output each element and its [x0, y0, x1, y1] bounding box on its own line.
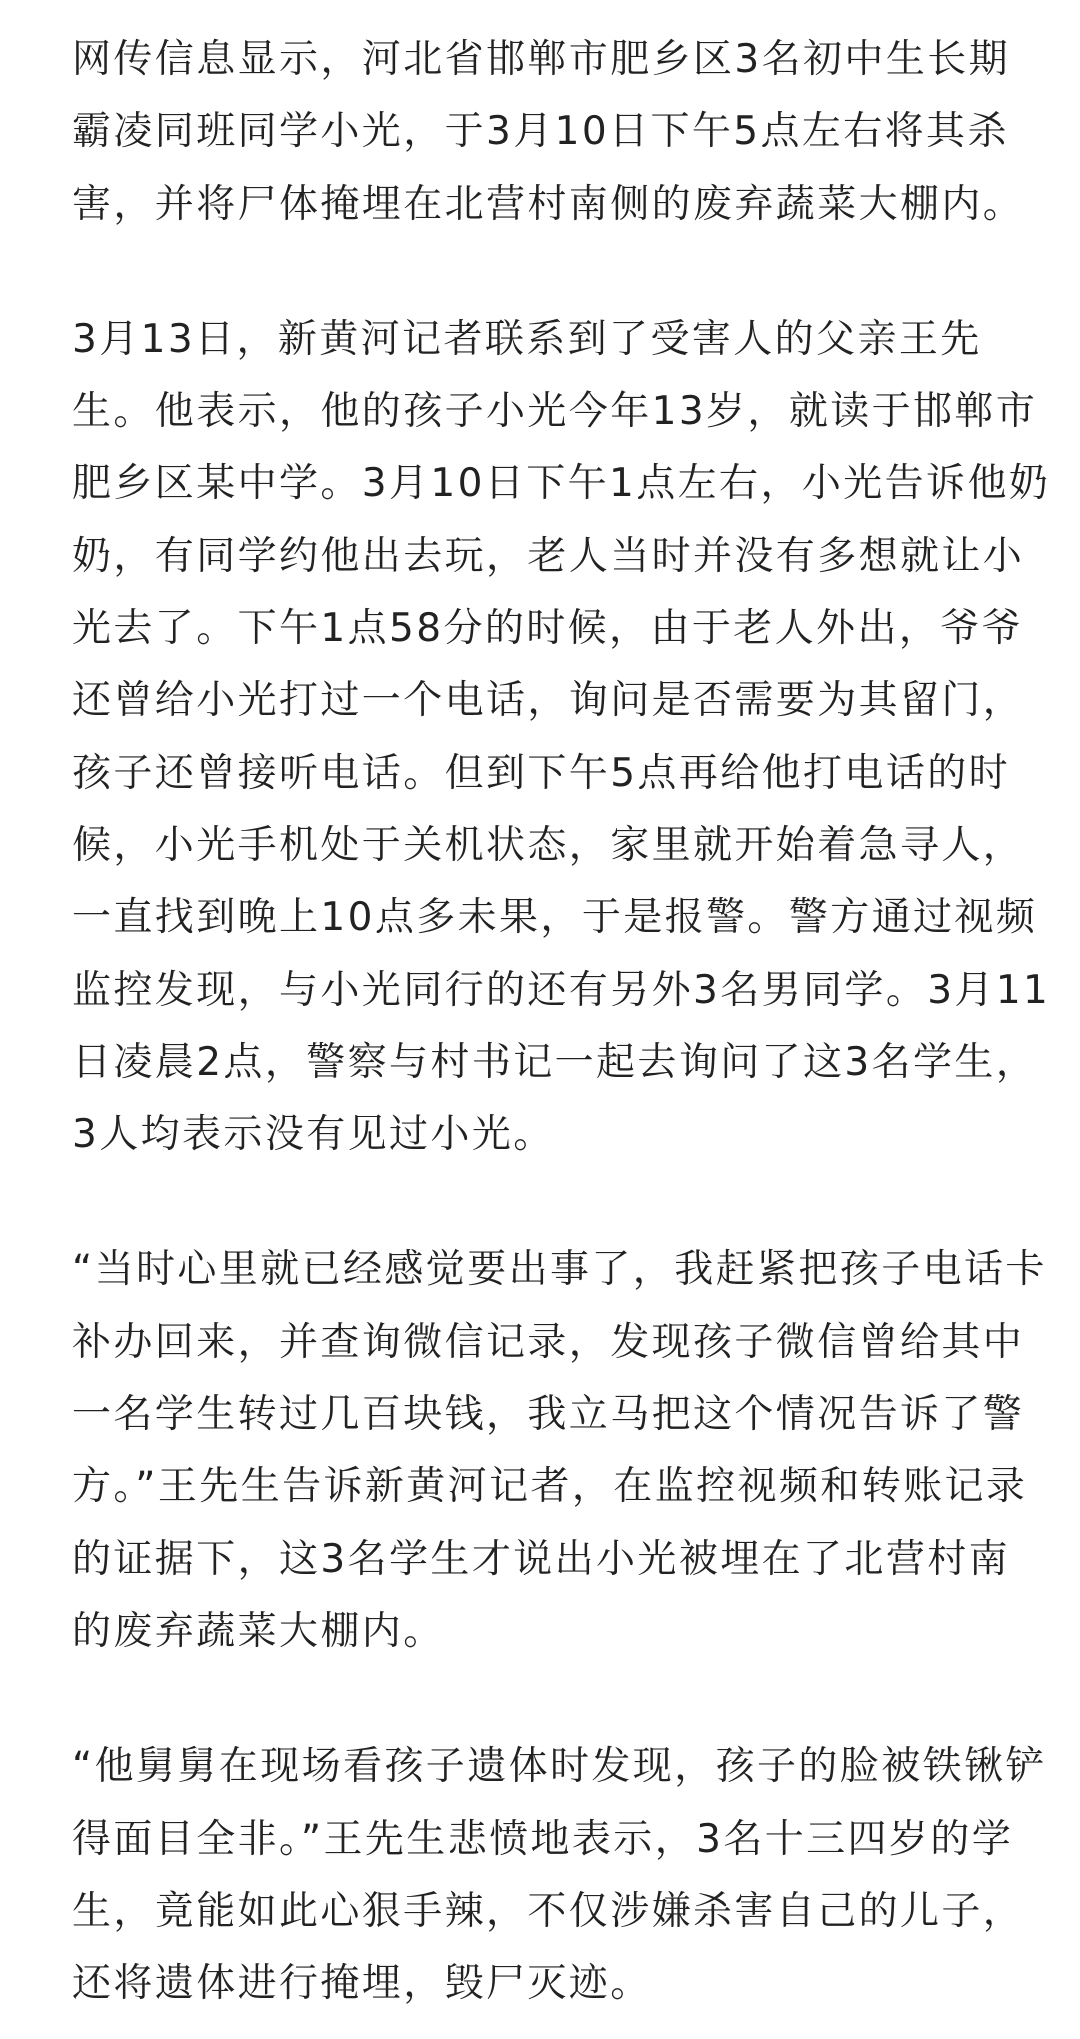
text-line: 网传信息显示，河北省邯郸市肥乡区3名初中生长期: [72, 37, 1011, 82]
text-line: 害，并将尸体掩埋在北营村南侧的废弃蔬菜大棚内。: [72, 181, 1025, 227]
text-line: 奶，有同学约他出去玩，老人当时并没有多想就让小: [72, 533, 1025, 579]
text-line: 还曾给小光打过一个电话，询问是否需要为其留门，: [72, 678, 1025, 724]
text-line: 的证据下，这3名学生才说出小光被埋在了北营村南: [72, 1536, 1011, 1582]
text-line: “当时心里就已经感觉要出事了，我赶紧把孩子电话卡: [72, 1247, 1047, 1293]
text-line: 生，竟能如此心狠手辣，不仅涉嫌杀害自己的儿子，: [72, 1888, 1025, 1934]
paragraph: [72, 304, 1080, 1172]
text-line: 光去了。下午1点58分的时候，由于老人外出，爷爷: [72, 606, 1024, 652]
text-line: 得面目全非。”王先生悲愤地表示，3名十三四岁的学: [72, 1816, 1014, 1862]
text-line: 一直找到晚上10点多未果，于是报警。警方通过视频: [72, 895, 1038, 941]
text-line: 3人均表示没有见过小光。: [72, 1112, 555, 1158]
paragraph: [72, 1234, 1080, 1668]
paragraph: [72, 24, 1080, 241]
text-line: 孩子还曾接听电话。但到下午5点再给他打电话的时: [72, 750, 1011, 796]
text-line: 日凌晨2点，警察与村书记一起去询问了这3名学生，: [72, 1039, 1038, 1085]
paragraph: [72, 1731, 1080, 2020]
text-line: 候，小光手机处于关机状态，家里就开始着急寻人，: [72, 822, 1025, 868]
text-line: 补办回来，并查询微信记录，发现孩子微信曾给其中: [72, 1319, 1025, 1365]
text-line: 监控发现，与小光同行的还有另外3名男同学。3月11: [72, 967, 1051, 1013]
text-line: 生。他表示，他的孩子小光今年13岁，就读于邯郸市: [72, 389, 1038, 435]
text-line: 方。”王先生告诉新黄河记者，在监控视频和转账记录: [72, 1464, 1028, 1510]
text-line: “他舅舅在现场看孩子遗体时发现，孩子的脸被铁锹铲: [72, 1744, 1047, 1790]
text-line: 一名学生转过几百块钱，我立马把这个情况告诉了警: [72, 1392, 1025, 1438]
text-line: 还将遗体进行掩埋，毁尸灭迹。: [72, 1961, 652, 2007]
text-line: 肥乡区某中学。3月10日下午1点左右，小光告诉他奶: [72, 461, 1051, 507]
text-line: 的废弃蔬菜大棚内。: [72, 1608, 445, 1654]
text-line: 霸凌同班同学小光，于3月10日下午5点左右将其杀: [72, 109, 1009, 155]
text-line: 3月13日，新黄河记者联系到了受害人的父亲王先: [72, 316, 982, 362]
